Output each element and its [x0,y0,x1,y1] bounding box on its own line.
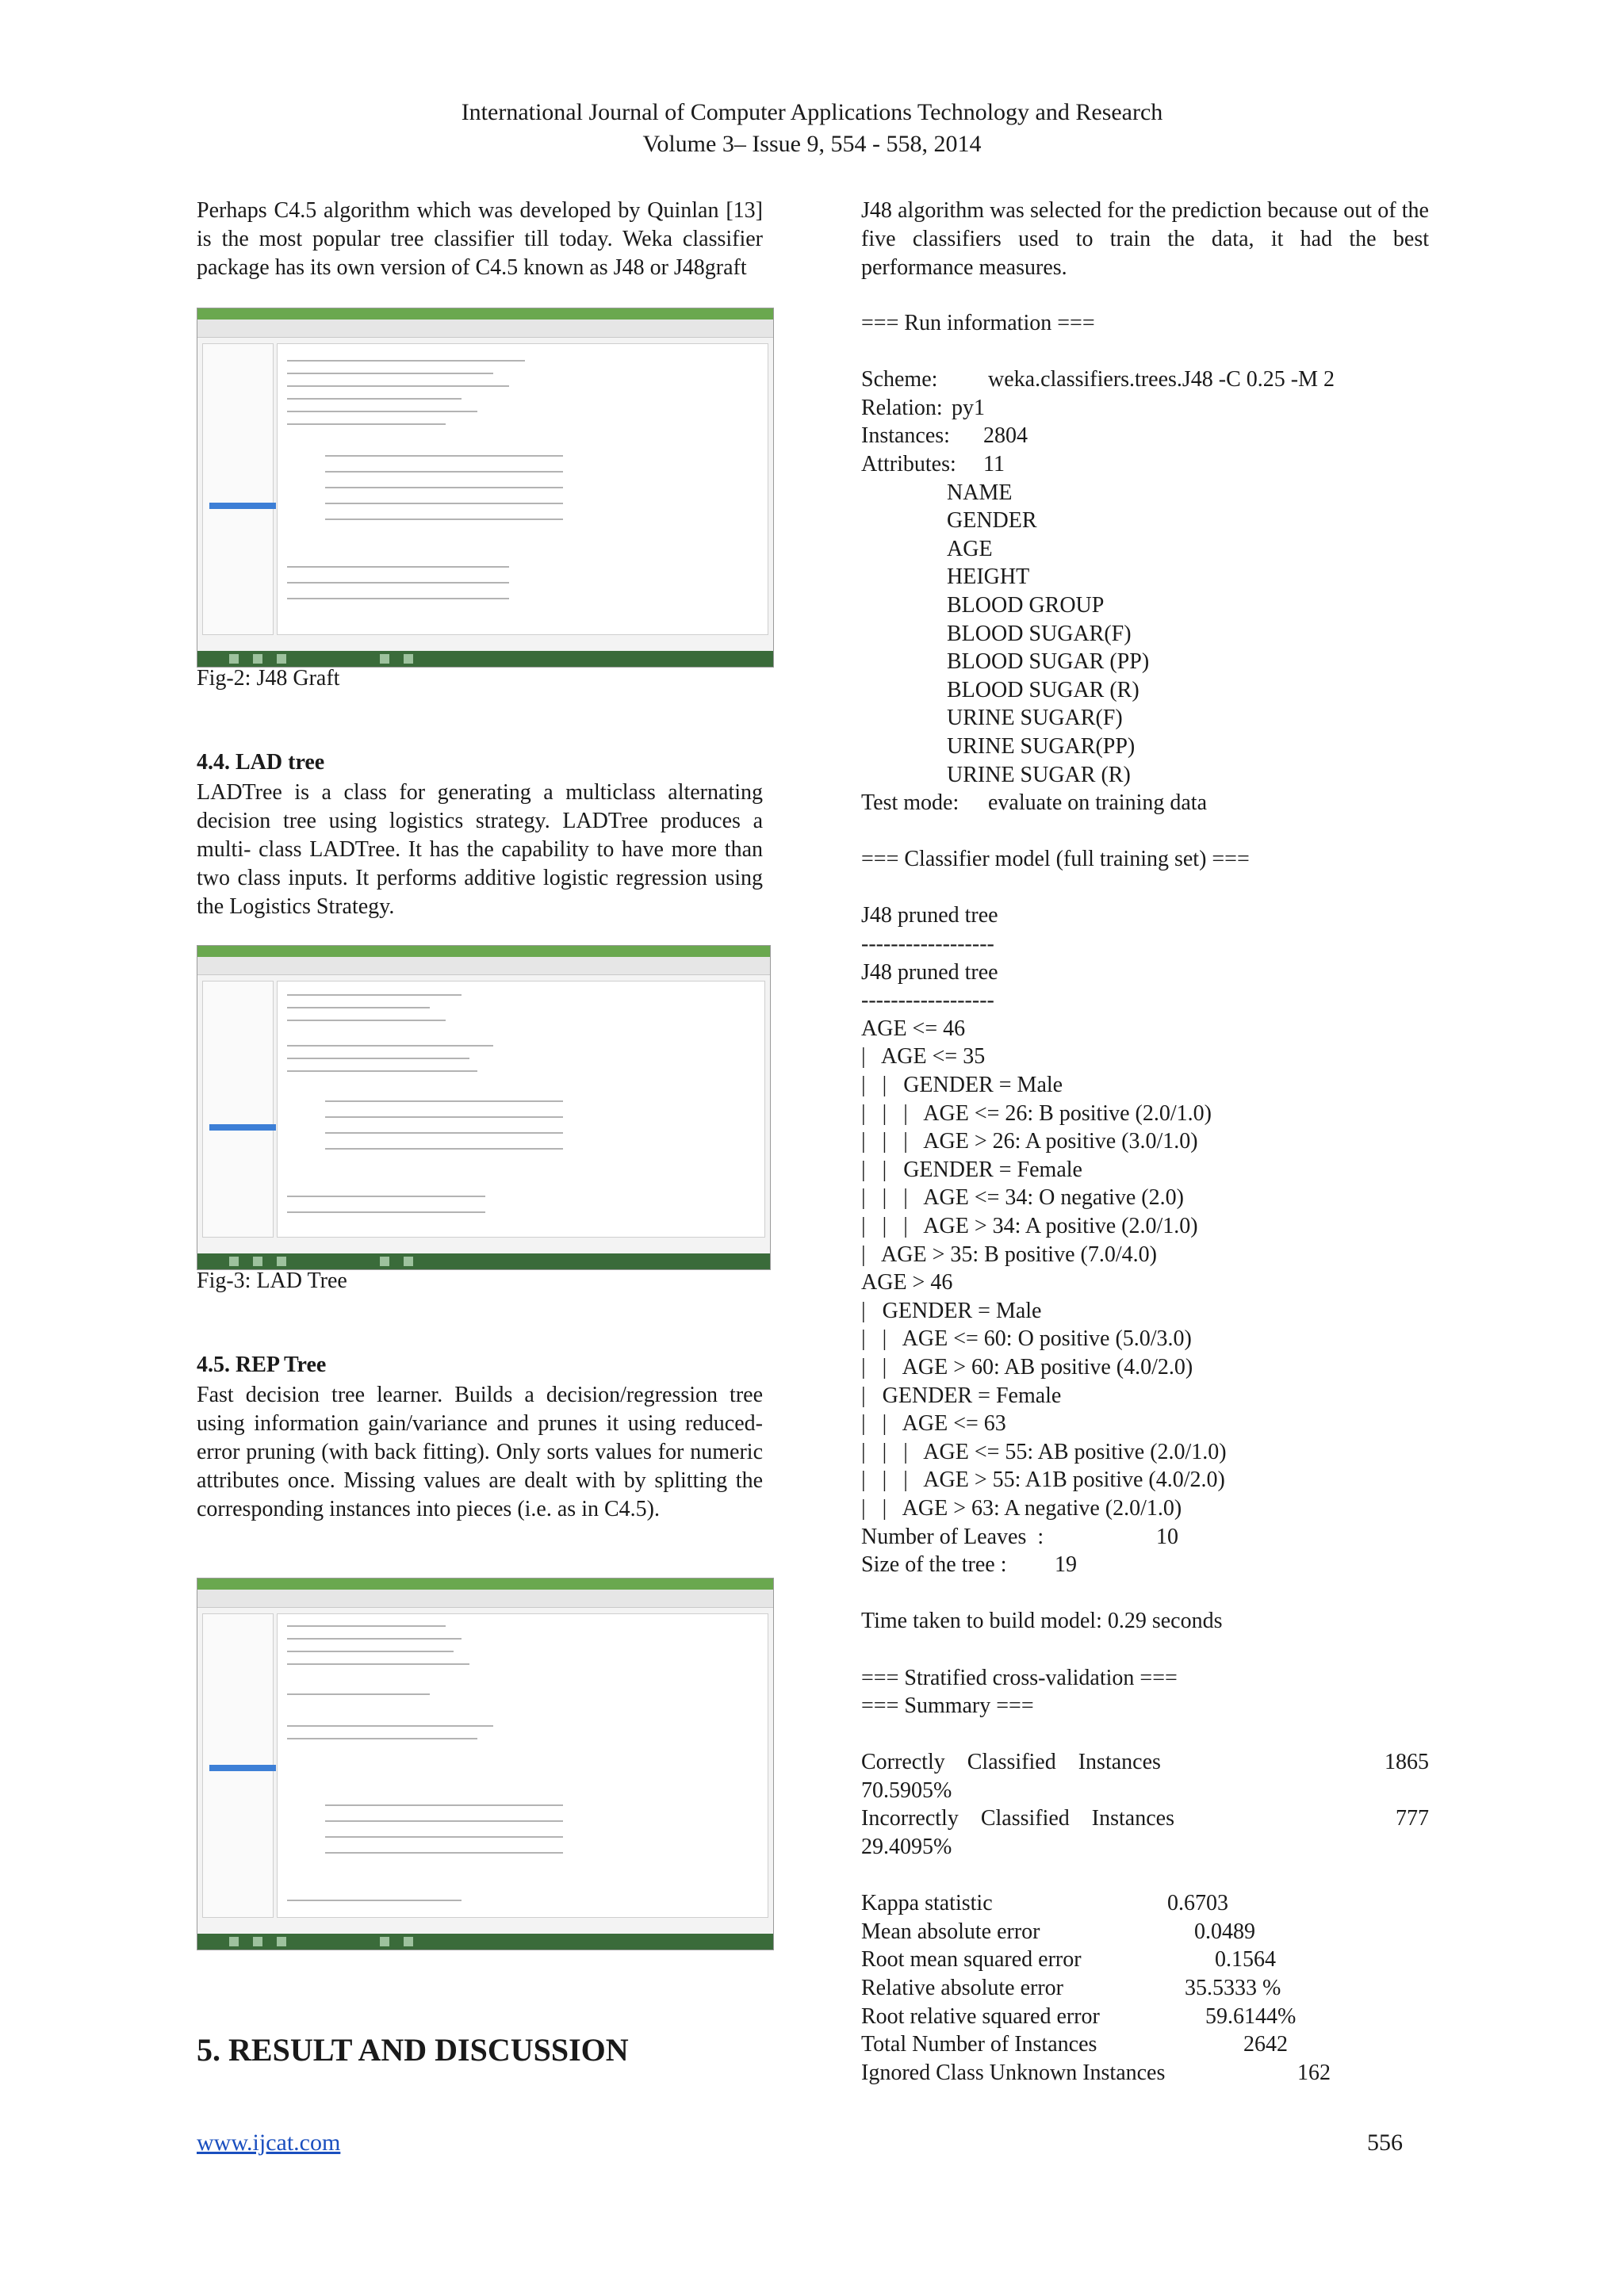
instances-label: Instances: [861,423,950,449]
weka-output [861,309,1429,2087]
relation-value: py1 [952,395,985,420]
tree-line: | | GENDER = Female [861,1157,1082,1182]
metric-label: Root mean squared error [861,1947,1082,1973]
figure-lad-tree-screenshot [197,945,771,1270]
attribute-item: URINE SUGAR(F) [947,706,1123,731]
metric-value: 0.6703 [1167,1891,1228,1916]
metric-label: Kappa statistic [861,1891,993,1916]
metric-value: 59.6144% [1205,2003,1297,2029]
lad-tree-heading: 4.4. LAD tree [197,750,325,775]
run-information: === Run information === [861,311,1095,335]
attributes-value: 11 [983,451,1005,476]
attribute-item: NAME [947,480,1013,505]
relation-label: Relation: [861,395,943,420]
metric-value: 162 [1297,2060,1331,2085]
attribute-item: GENDER [947,508,1037,534]
scheme-label: Scheme: [861,367,938,392]
metric-value: 2642 [1243,2032,1288,2057]
tree-size-label: Size of the tree : [861,1552,1007,1578]
metric-value: 35.5333 % [1185,1976,1281,2001]
scheme-value: weka.classifiers.trees.J48 -C 0.25 -M 2 [988,367,1335,392]
fig3-caption: Fig-3: LAD Tree [197,1269,347,1293]
incorrect-value: 777 [1396,1806,1429,1831]
tree-line: | AGE <= 35 [861,1044,986,1070]
tree-line: | | | AGE <= 55: AB positive (2.0/1.0) [861,1439,1227,1464]
journal-website-link[interactable]: www.ijcat.com [197,2130,341,2156]
leaves-value: 10 [1156,1524,1178,1549]
tree-line: | | AGE > 63: A negative (2.0/1.0) [861,1495,1182,1521]
metric-value: 0.1564 [1215,1947,1276,1973]
tree-line: | | | AGE > 34: A positive (2.0/1.0) [861,1214,1198,1238]
figure-j48-graft-screenshot [197,308,774,668]
attribute-item: AGE [947,536,993,561]
rep-tree-paragraph: Fast decision tree learner. Builds a decision/regression tree using information gain/variance and prunes it using reduced-error pruning (with back fitting). Only sorts values for numeric attributes once. Missing values are dealt with by splitting the corresponding instances into pieces (i.e. as in C4.5). [197,1383,763,1521]
left-intro-paragraph: Perhaps C4.5 algorithm which was developed by Quinlan [13] is the most popular tree classifier till today. Weka classifier package has its own version of C4.5 known as J48 or J48graft [197,198,763,280]
attribute-item: BLOOD GROUP [947,592,1105,618]
tree-line: | | | AGE > 26: A positive (3.0/1.0) [861,1129,1198,1154]
tree-line: AGE > 46 [861,1270,953,1295]
journal-title: International Journal of Computer Applications Technology and Research [461,99,1163,125]
incorrect-label: Incorrectly Classified Instances [861,1806,1174,1831]
page-number: 556 [1367,2130,1403,2156]
attributes-label: Attributes: [861,451,956,476]
incorrect-percent: 29.4095% [861,1835,952,1860]
tree-line: | | AGE <= 60: O positive (5.0/3.0) [861,1326,1192,1352]
tree-line: AGE <= 46 [861,1016,966,1041]
lad-tree-paragraph: LADTree is a class for generating a multiclass alternating decision tree using logistics strategy. LADTree produces a multi- class LADTree. It has the capability to have more than two class inputs. It performs additive logistic regression using the Logistics Strategy. [197,780,763,919]
fig2-caption: Fig-2: J48 Graft [197,666,340,691]
tree-line: | GENDER = Female [861,1383,1062,1408]
correct-percent: 70.5905% [861,1777,952,1803]
classifier-model-heading: === Classifier model (full training set) === [861,847,1250,872]
tree-line: | | AGE <= 63 [861,1411,1006,1437]
metric-label: Ignored Class Unknown Instances [861,2060,1166,2085]
rep-tree-heading: 4.5. REP Tree [197,1353,327,1377]
tree-line: | | GENDER = Male [861,1073,1063,1098]
attribute-item: BLOOD SUGAR (R) [947,677,1139,702]
attribute-item: URINE SUGAR(PP) [947,733,1136,759]
tree-line: | GENDER = Male [861,1298,1042,1323]
result-discussion-heading: 5. RESULT AND DISCUSSION [197,2032,629,2068]
attribute-item: BLOOD SUGAR(F) [947,621,1132,646]
tree-line: | | | AGE <= 26: B positive (2.0/1.0) [861,1100,1212,1126]
metric-label: Total Number of Instances [861,2032,1097,2057]
attribute-item: URINE SUGAR (R) [947,762,1131,787]
pruned-tree-title: J48 pruned tree [861,959,998,985]
metric-value: 0.0489 [1194,1919,1255,1944]
attribute-item: BLOOD SUGAR (PP) [947,649,1150,675]
leaves-label: Number of Leaves : [861,1524,1044,1549]
time-taken: Time taken to build model: 0.29 seconds [861,1609,1223,1634]
correct-label: Correctly Classified Instances [861,1750,1161,1775]
tree-line: | AGE > 35: B positive (7.0/4.0) [861,1242,1157,1267]
attribute-item: HEIGHT [947,564,1030,590]
right-intro-paragraph: J48 algorithm was selected for the prediction because out of the five classifiers used to train the data, it had the best performance measures. [861,198,1429,280]
tree-line: | | | AGE <= 34: O negative (2.0) [861,1185,1184,1211]
instances-value: 2804 [983,423,1028,449]
metric-label: Root relative squared error [861,2003,1100,2029]
journal-volume: Volume 3– Issue 9, 554 - 558, 2014 [642,131,982,157]
metric-label: Relative absolute error [861,1976,1064,2001]
figure-rep-tree-screenshot [197,1578,774,1950]
pruned-tree-title: J48 pruned tree [861,903,998,928]
summary-heading: === Summary === [861,1693,1034,1719]
dash-separator: ------------------ [861,932,994,957]
correct-value: 1865 [1385,1750,1429,1775]
tree-line: | | | AGE > 55: A1B positive (4.0/2.0) [861,1468,1225,1493]
test-mode-value: evaluate on training data [988,790,1207,816]
test-mode-label: Test mode: [861,790,959,816]
cross-validation-heading: === Stratified cross-validation === [861,1665,1178,1690]
metric-label: Mean absolute error [861,1919,1040,1944]
dash-separator: ------------------ [861,988,994,1013]
tree-size-value: 19 [1055,1552,1077,1578]
tree-line: | | AGE > 60: AB positive (4.0/2.0) [861,1354,1193,1380]
